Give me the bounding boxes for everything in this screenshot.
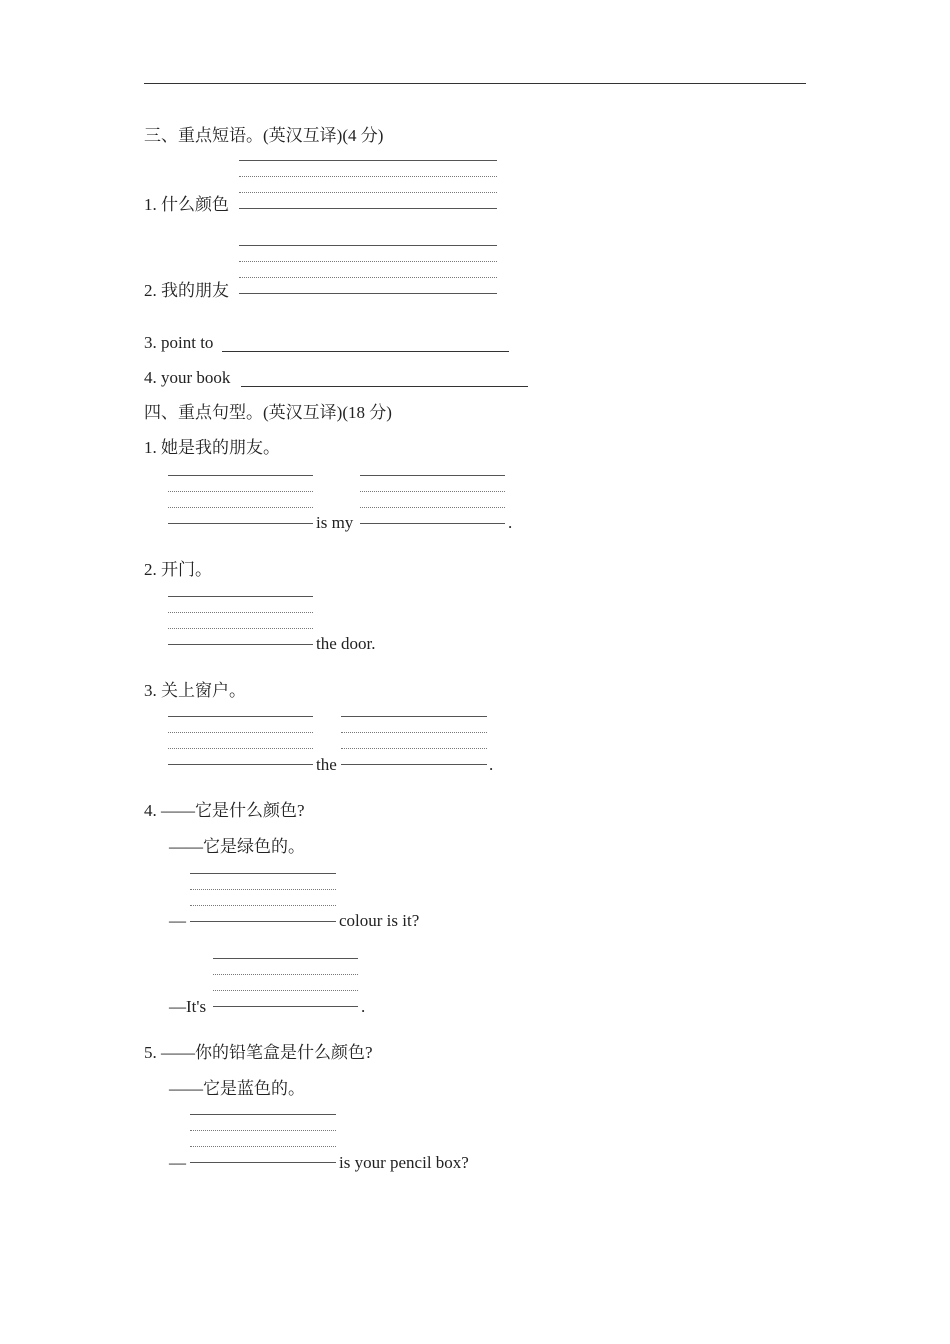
- answer-blank-3-4[interactable]: [241, 386, 528, 387]
- q4-answer-hint: ——它是绿色的。: [169, 837, 305, 856]
- q1-prompt: 1. 她是我的朋友。: [144, 438, 280, 457]
- q4-line2-end: .: [361, 997, 366, 1016]
- q1-mid-text: is my: [316, 513, 354, 532]
- q3-end-text: .: [489, 755, 494, 774]
- q3-prompt: 3. 关上窗户。: [144, 681, 246, 700]
- q5-prompt: 5. ——你的铅笔盒是什么颜色?: [144, 1043, 373, 1062]
- q1-grid-2[interactable]: [360, 475, 505, 523]
- item-3-3-label: 3. point to: [144, 333, 214, 352]
- item-3-1-label: 1. 什么颜色: [144, 195, 229, 214]
- section-3-title: 三、重点短语。(英汉互译)(4 分): [144, 126, 384, 145]
- q4-line1-end: colour is it?: [339, 911, 420, 930]
- q1-end-text: .: [508, 513, 513, 532]
- q4-grid-2[interactable]: [213, 958, 358, 1006]
- q3-grid-1[interactable]: [168, 716, 313, 764]
- top-rule: [144, 83, 806, 84]
- q4-line1-dash: —: [169, 911, 186, 930]
- q5-line1-dash: —: [169, 1153, 186, 1172]
- item-3-2-label: 2. 我的朋友: [144, 281, 229, 300]
- q2-end-text: the door.: [316, 634, 376, 653]
- q4-line2-start: —It's: [169, 997, 207, 1016]
- q2-grid-1[interactable]: [168, 596, 313, 644]
- q4-grid-1[interactable]: [190, 873, 336, 921]
- answer-grid-3-2[interactable]: [239, 245, 497, 293]
- q5-grid-1[interactable]: [190, 1114, 336, 1162]
- q5-line1-end: is your pencil box?: [339, 1153, 469, 1172]
- item-3-4-label: 4. your book: [144, 368, 231, 387]
- section-4-title: 四、重点句型。(英汉互译)(18 分): [144, 403, 392, 422]
- q4-prompt: 4. ——它是什么颜色?: [144, 801, 305, 820]
- q1-grid-1[interactable]: [168, 475, 313, 523]
- answer-grid-3-1[interactable]: [239, 160, 497, 208]
- q5-answer-hint: ——它是蓝色的。: [169, 1079, 305, 1098]
- answer-blank-3-3[interactable]: [222, 351, 509, 352]
- q3-mid-text: the: [316, 755, 337, 774]
- q2-prompt: 2. 开门。: [144, 560, 212, 579]
- q3-grid-2[interactable]: [341, 716, 487, 764]
